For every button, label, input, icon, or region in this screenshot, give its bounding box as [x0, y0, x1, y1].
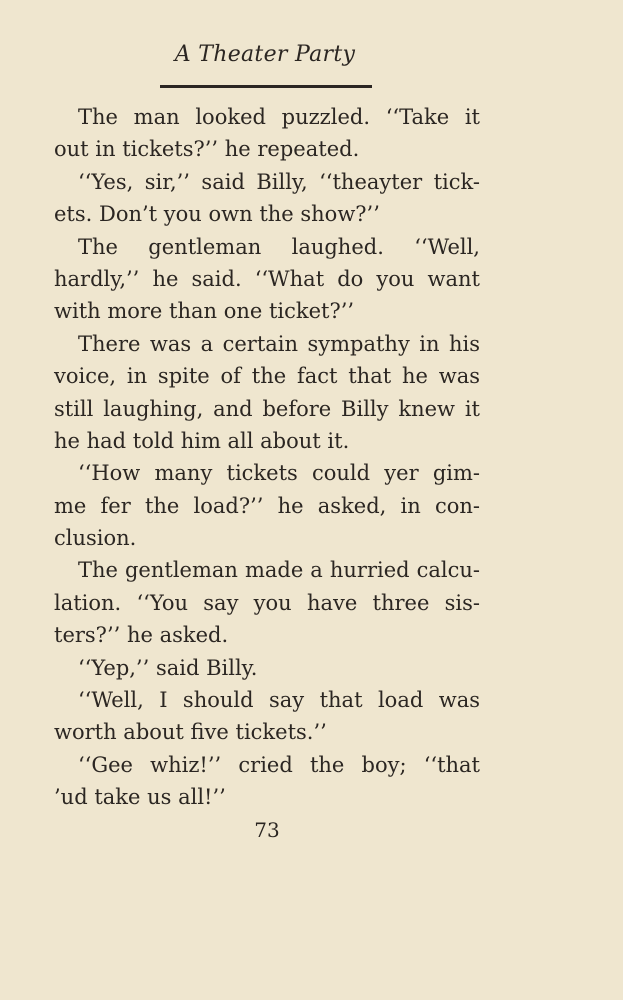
text-line: ‘‘How many tickets could yer gim- [78, 461, 480, 486]
text-line: ters?’’ he asked. [54, 623, 229, 648]
text-line: voice, in spite of the fact that he was [54, 364, 480, 389]
text-line: ‘‘Gee whiz!’’ cried the boy; ‘‘that [78, 752, 480, 777]
body-text [54, 101, 480, 814]
text-line: me fer the load?’’ he asked, in con- [54, 493, 480, 518]
text-line: ‘‘Well, I should say that load was [78, 688, 480, 713]
text-line: worth about five tickets.’’ [54, 720, 327, 745]
head-rule [160, 85, 372, 88]
text-line: The man looked puzzled. ‘‘Take it [78, 105, 480, 129]
text-line: hardly,’’ he said. ‘‘What do you want [54, 266, 480, 291]
text-line: with more than one ticket?’’ [54, 299, 355, 324]
text-line: The gentleman laughed. ‘‘Well, [78, 234, 480, 259]
text-line: ’ud take us all!’’ [54, 785, 226, 810]
text-line: ‘‘Yes, sir,’’ said Billy, ‘‘theayter tick- [78, 169, 480, 194]
text-line: clusion. [54, 526, 137, 551]
text-line: ets. Don’t you own the show?’’ [54, 202, 380, 227]
text-line: ‘‘Yep,’’ said Billy. [78, 655, 258, 680]
running-head: A Theater Party [174, 42, 356, 67]
text-line: There was a certain sympathy in his [78, 331, 480, 356]
text-line: The gentleman made a hurried calcu- [78, 558, 480, 583]
text-line: he had told him all about it. [54, 428, 350, 453]
text-line: still laughing, and before Billy knew it [54, 396, 480, 421]
text-line: lation. ‘‘You say you have three sis- [54, 590, 480, 615]
page-number: 73 [254, 818, 280, 842]
text-line: out in tickets?’’ he repeated. [54, 137, 360, 162]
